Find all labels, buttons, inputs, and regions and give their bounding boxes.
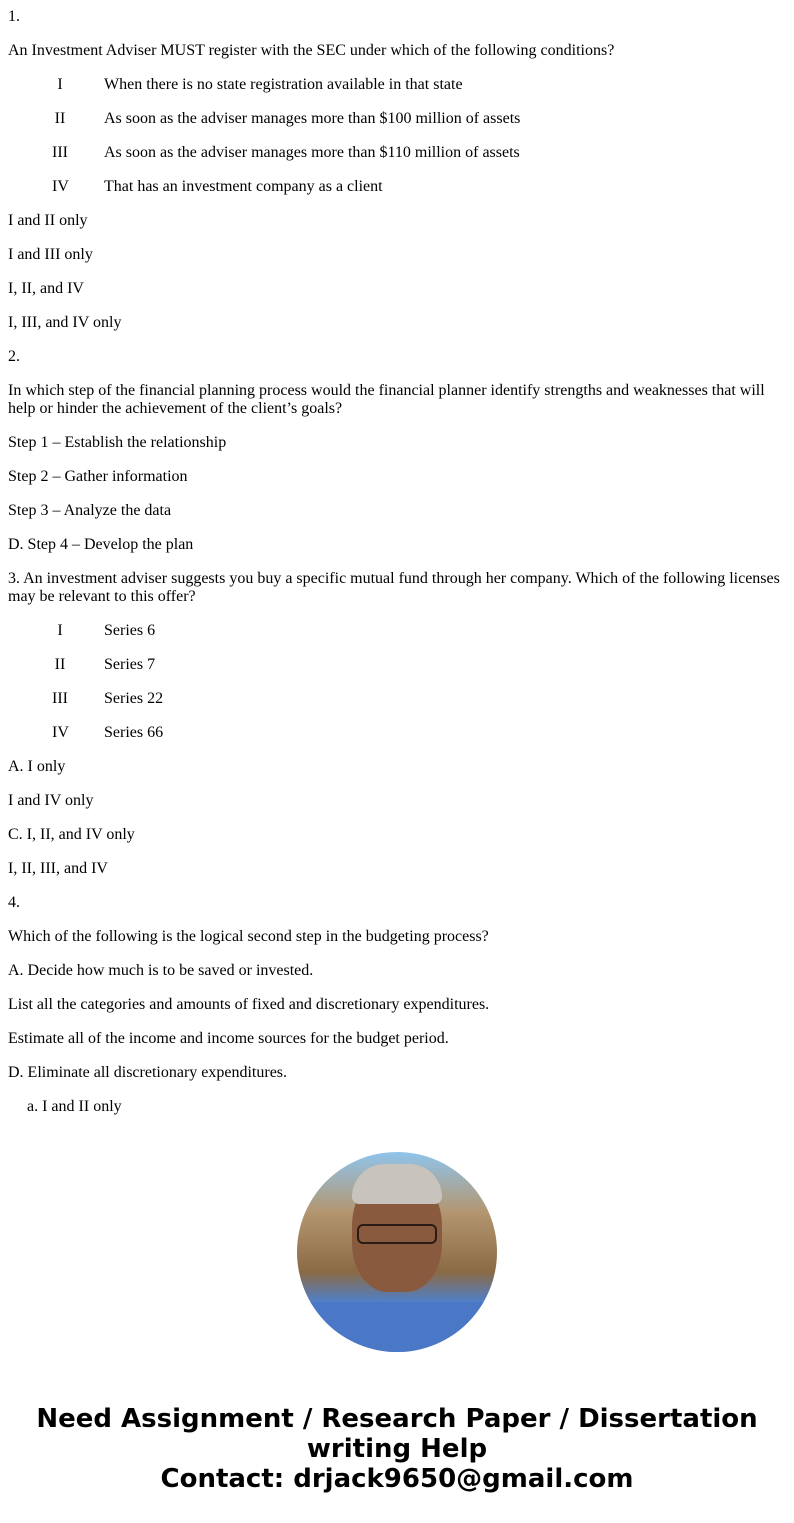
- roman-numeral: I: [57, 622, 63, 639]
- banner-headline: Need Assignment / Research Paper / Dissertation writing Help: [36, 1404, 758, 1464]
- roman-numeral: II: [54, 110, 66, 127]
- q2-number: 2.: [8, 348, 20, 365]
- item-text: Series 6: [104, 622, 156, 639]
- item-text: Series 66: [104, 724, 164, 741]
- q2-question: In which step of the financial planning process would the financial planner identify strengths and weaknesses that will help or hinder the achievement of the client’s goals?: [8, 382, 765, 417]
- q3-option: I, II, III, and IV: [8, 860, 108, 877]
- q1-number: 1.: [8, 8, 20, 25]
- q2-option: Step 1 – Establish the relationship: [8, 434, 227, 451]
- roman-numeral: IV: [52, 724, 69, 741]
- hair: [352, 1164, 442, 1204]
- q2-option: Step 2 – Gather information: [8, 468, 188, 485]
- q2-option: Step 3 – Analyze the data: [8, 502, 172, 519]
- q3-item: [8, 656, 786, 674]
- q1-option: I, III, and IV only: [8, 314, 122, 331]
- roman-numeral: II: [54, 656, 66, 673]
- q1-item: [8, 178, 786, 196]
- q3-item: [8, 690, 786, 708]
- q3-question: 3. An investment adviser suggests you buy a specific mutual fund through her company. Which of the following licenses may be relevant to this offer?: [8, 570, 780, 605]
- q1-option: I and III only: [8, 246, 93, 263]
- q4-number: 4.: [8, 894, 20, 911]
- q3-option: C. I, II, and IV only: [8, 826, 135, 843]
- item-text: That has an investment company as a client: [104, 178, 383, 195]
- item-text: Series 22: [104, 690, 164, 707]
- q3-option: I and IV only: [8, 792, 94, 809]
- item-text: As soon as the adviser manages more than $110 million of assets: [104, 144, 520, 161]
- author-photo: [297, 1152, 497, 1352]
- roman-numeral: I: [57, 76, 63, 93]
- q4-option: List all the categories and amounts of fixed and discretionary expenditures.: [8, 996, 490, 1013]
- q1-item: [8, 110, 786, 128]
- q1-option: I and II only: [8, 212, 88, 229]
- q3-item: [8, 724, 786, 742]
- q3-item: [8, 622, 786, 640]
- shirt: [297, 1302, 497, 1352]
- item-text: Series 7: [104, 656, 156, 673]
- q1-option: I, II, and IV: [8, 280, 84, 297]
- q4-list-item: a. I and II only: [27, 1098, 122, 1115]
- contact-banner: [8, 1404, 786, 1494]
- q3-option: A. I only: [8, 758, 66, 775]
- q1-item: [8, 144, 786, 162]
- roman-numeral: III: [52, 690, 68, 707]
- banner-contact: Contact: drjack9650@gmail.com: [160, 1464, 634, 1494]
- roman-numeral: III: [52, 144, 68, 161]
- roman-numeral: IV: [52, 178, 69, 195]
- glasses: [357, 1224, 437, 1244]
- q4-option: Estimate all of the income and income sources for the budget period.: [8, 1030, 449, 1047]
- q1-question: An Investment Adviser MUST register with the SEC under which of the following conditions?: [8, 42, 615, 59]
- q4-question: Which of the following is the logical second step in the budgeting process?: [8, 928, 489, 945]
- q4-option: A. Decide how much is to be saved or invested.: [8, 962, 314, 979]
- q1-item: [8, 76, 786, 94]
- item-text: When there is no state registration available in that state: [104, 76, 463, 93]
- item-text: As soon as the adviser manages more than $100 million of assets: [104, 110, 521, 127]
- q4-option: D. Eliminate all discretionary expenditures.: [8, 1064, 288, 1081]
- q2-option: D. Step 4 – Develop the plan: [8, 536, 194, 553]
